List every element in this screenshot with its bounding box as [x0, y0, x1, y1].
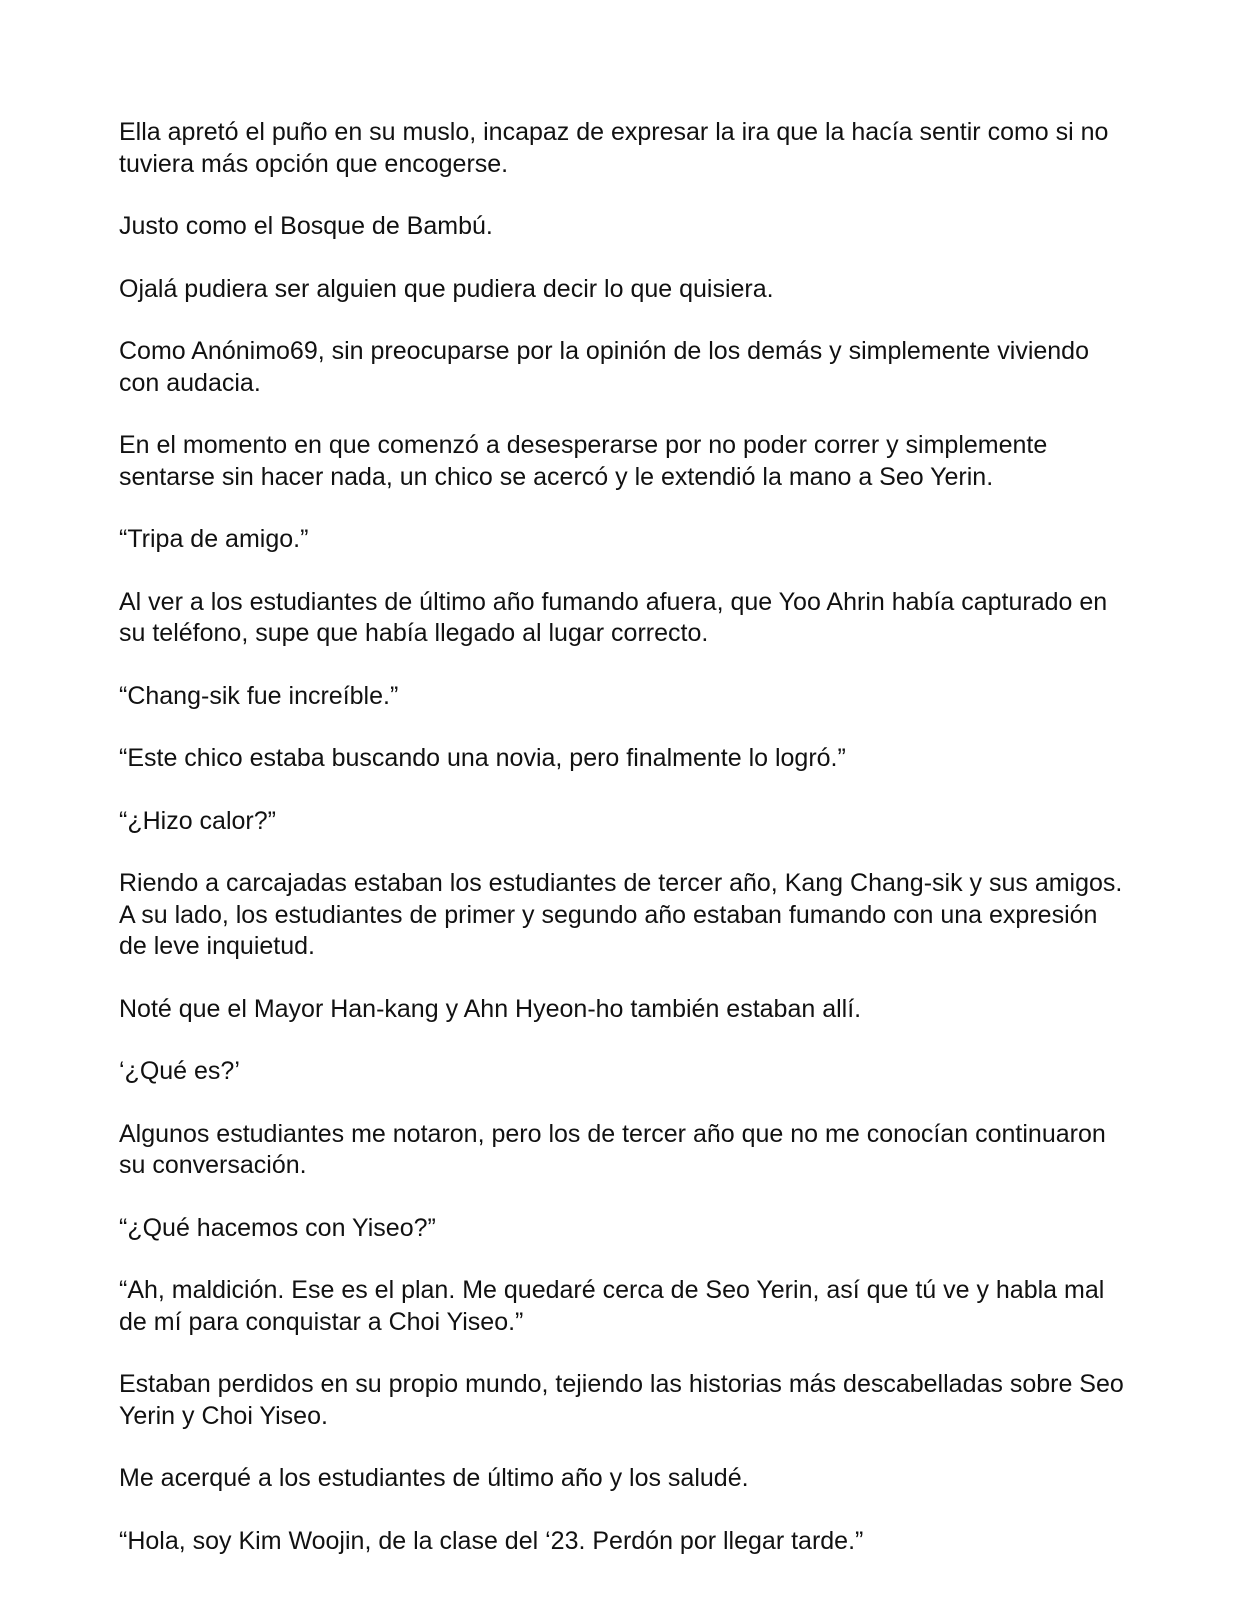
paragraph: “Este chico estaba buscando una novia, pero finalmente lo logró.” [119, 744, 846, 772]
paragraph: ‘¿Qué es?’ [119, 1057, 240, 1085]
paragraph: Justo como el Bosque de Bambú. [119, 212, 493, 240]
paragraph: “¿Hizo calor?” [119, 806, 276, 835]
paragraph: Ella apretó el puño en su muslo, incapaz de expresar la ira que la hacía sentir como si no tuviera más opción que encogerse. [119, 118, 1109, 178]
paragraph: “¿Qué hacemos con Yiseo?” [119, 1213, 436, 1242]
paragraph: Riendo a carcajadas estaban los estudiantes de tercer año, Kang Chang-sik y sus amigos. A su lado, los estudiantes de primer y segundo año estaban fumando con una expresión de leve inquietud. [119, 869, 1123, 960]
paragraph: Algunos estudiantes me notaron, pero los de tercer año que no me conocían continuaron su conversación. [119, 1119, 1106, 1179]
paragraph: En el momento en que comenzó a desesperarse por no poder correr y simplemente sentarse sin hacer nada, un chico se acercó y le extendió la mano a Seo Yerin. [119, 431, 1048, 491]
paragraph: “Tripa de amigo.” [119, 525, 309, 553]
paragraph: Noté que el Mayor Han-kang y Ahn Hyeon-ho también estaban allí. [119, 994, 862, 1023]
paragraph: Estaban perdidos en su propio mundo, tejiendo las historias más descabelladas sobre Seo Yerin y Choi Yiseo. [119, 1370, 1124, 1430]
paragraph: Ojalá pudiera ser alguien que pudiera decir lo que quisiera. [119, 274, 774, 303]
document-body [119, 117, 1129, 1588]
paragraph: Al ver a los estudiantes de último año fumando afuera, que Yoo Ahrin había capturado en su teléfono, supe que había llegado al lugar correcto. [119, 587, 1108, 647]
paragraph: “Hola, soy Kim Woojin, de la clase del ‘23. Perdón por llegar tarde.” [119, 1526, 864, 1555]
paragraph: Me acerqué a los estudiantes de último año y los saludé. [119, 1464, 749, 1492]
paragraph: Como Anónimo69, sin preocuparse por la opinión de los demás y simplemente viviendo con audacia. [119, 337, 1089, 397]
paragraph: “Ah, maldición. Ese es el plan. Me quedaré cerca de Seo Yerin, así que tú ve y habla mal de mí para conquistar a Choi Yiseo.” [119, 1276, 1105, 1336]
paragraph: “Chang-sik fue increíble.” [119, 681, 399, 710]
